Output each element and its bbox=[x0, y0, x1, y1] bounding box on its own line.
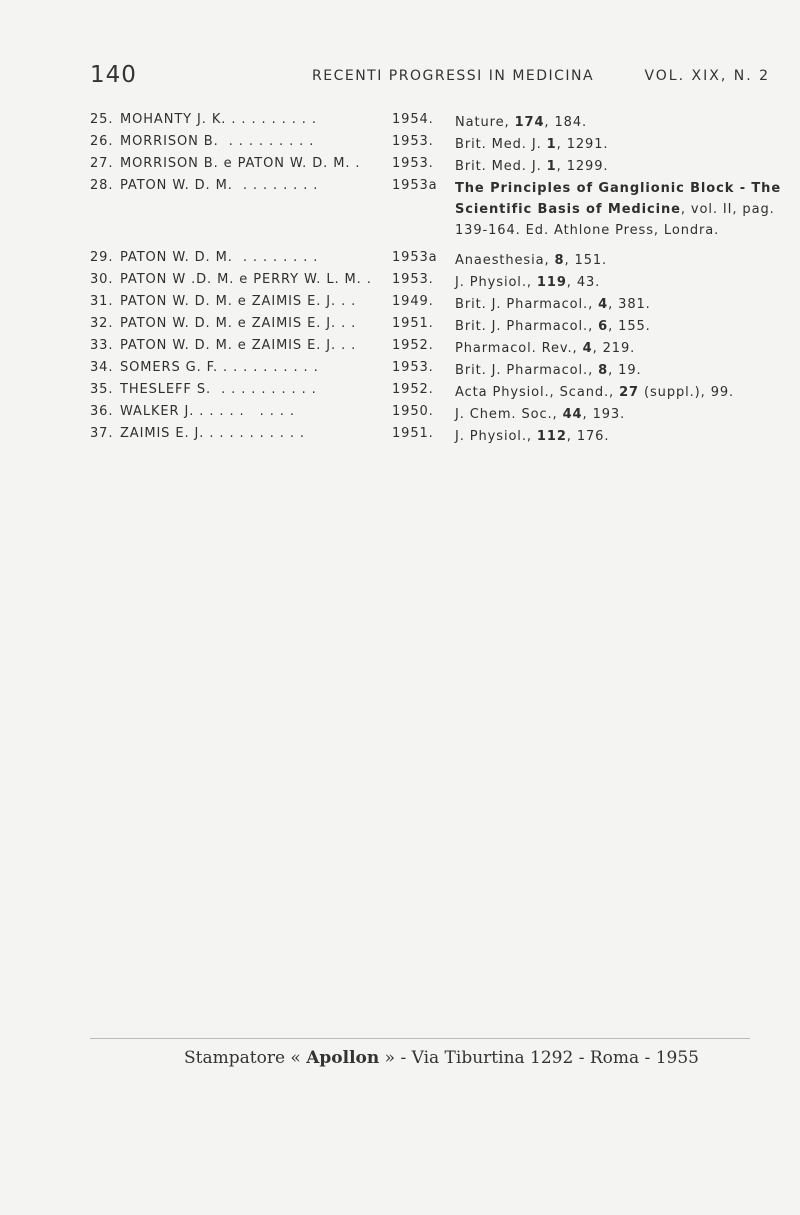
volume-info: VOL. XIX, N. 2 bbox=[644, 68, 770, 84]
reference-authors: THESLEFF S. . . . . . . . . . . bbox=[120, 382, 317, 397]
citation-text: , 1291. bbox=[556, 137, 609, 152]
citation-text: Nature, bbox=[455, 115, 515, 130]
citation-text: , 43. bbox=[566, 275, 601, 290]
reference-item bbox=[90, 250, 780, 272]
citation-text: , 176. bbox=[566, 429, 610, 444]
reference-item bbox=[90, 360, 780, 382]
reference-item bbox=[90, 156, 780, 178]
citation-volume: 8 bbox=[554, 253, 565, 268]
reference-citation bbox=[455, 316, 785, 337]
reference-authors: PATON W. D. M. e ZAIMIS E. J. . . bbox=[120, 338, 357, 353]
reference-citation bbox=[455, 338, 785, 359]
reference-number: 28. bbox=[90, 178, 114, 193]
reference-item bbox=[90, 338, 780, 360]
citation-text: Brit. J. Pharmacol., bbox=[455, 297, 599, 312]
reference-citation bbox=[455, 178, 785, 241]
reference-year: 1953. bbox=[392, 272, 434, 287]
citation-text: (suppl.), 99. bbox=[639, 385, 735, 400]
printer-footer bbox=[184, 1048, 699, 1068]
citation-volume: 1 bbox=[546, 159, 557, 174]
citation-volume: 4 bbox=[582, 341, 593, 356]
reference-item bbox=[90, 382, 780, 404]
reference-year: 1951. bbox=[392, 426, 434, 441]
citation-text: , vol. II, pag. 139-164. Ed. Athlone Press, Londra. bbox=[455, 202, 775, 238]
citation-text: Pharmacol. Rev., bbox=[455, 341, 583, 356]
reference-citation bbox=[455, 156, 785, 177]
reference-citation bbox=[455, 382, 785, 403]
reference-citation bbox=[455, 294, 785, 315]
reference-year: 1950. bbox=[392, 404, 434, 419]
reference-year: 1954. bbox=[392, 112, 434, 127]
citation-text: J. Physiol., bbox=[455, 275, 537, 290]
page-number: 140 bbox=[90, 62, 137, 88]
citation-volume: 44 bbox=[562, 407, 583, 422]
reference-citation bbox=[455, 426, 785, 447]
reference-authors: SOMERS G. F. . . . . . . . . . . bbox=[120, 360, 319, 375]
citation-text: , 193. bbox=[582, 407, 626, 422]
citation-text: Anaesthesia, bbox=[455, 253, 555, 268]
reference-number: 33. bbox=[90, 338, 114, 353]
reference-authors: MOHANTY J. K. . . . . . . . . . bbox=[120, 112, 317, 127]
reference-item bbox=[90, 112, 780, 134]
running-title: RECENTI PROGRESSI IN MEDICINA bbox=[312, 68, 595, 84]
reference-number: 29. bbox=[90, 250, 114, 265]
reference-year: 1952. bbox=[392, 338, 434, 353]
reference-list bbox=[90, 112, 780, 448]
citation-text: , 184. bbox=[544, 115, 588, 130]
reference-item bbox=[90, 426, 780, 448]
reference-citation bbox=[455, 404, 785, 425]
footer-printer-name: Apollon bbox=[306, 1048, 380, 1068]
citation-volume: 174 bbox=[514, 115, 545, 130]
reference-number: 26. bbox=[90, 134, 114, 149]
citation-text: , 381. bbox=[608, 297, 651, 312]
reference-authors: MORRISON B. e PATON W. D. M. . bbox=[120, 156, 361, 171]
page-header bbox=[90, 62, 770, 92]
reference-number: 32. bbox=[90, 316, 114, 331]
reference-number: 25. bbox=[90, 112, 114, 127]
reference-authors: ZAIMIS E. J. . . . . . . . . . . bbox=[120, 426, 305, 441]
reference-citation bbox=[455, 360, 785, 381]
reference-year: 1951. bbox=[392, 316, 434, 331]
reference-year: 1952. bbox=[392, 382, 434, 397]
citation-text: , 151. bbox=[564, 253, 608, 268]
reference-citation bbox=[455, 272, 785, 293]
reference-item bbox=[90, 404, 780, 426]
reference-year: 1953. bbox=[392, 156, 434, 171]
citation-text: , 219. bbox=[592, 341, 636, 356]
reference-year: 1953. bbox=[392, 360, 434, 375]
reference-authors: PATON W. D. M. e ZAIMIS E. J. . . bbox=[120, 316, 357, 331]
citation-volume: 4 bbox=[598, 297, 609, 312]
citation-text: Acta Physiol., Scand., bbox=[455, 385, 620, 400]
citation-text: Brit. J. Pharmacol., bbox=[455, 363, 599, 378]
reference-item bbox=[90, 134, 780, 156]
reference-authors: WALKER J. . . . . . . . . . bbox=[120, 404, 295, 419]
reference-citation bbox=[455, 250, 785, 271]
citation-volume: 6 bbox=[598, 319, 609, 334]
reference-number: 37. bbox=[90, 426, 114, 441]
reference-item bbox=[90, 272, 780, 294]
footer-text-before: Stampatore « bbox=[184, 1048, 307, 1068]
citation-volume: 8 bbox=[598, 363, 609, 378]
reference-authors: PATON W. D. M. e ZAIMIS E. J. . . bbox=[120, 294, 357, 309]
footer-divider bbox=[90, 1038, 750, 1039]
citation-text: , 155. bbox=[608, 319, 651, 334]
citation-volume: 119 bbox=[536, 275, 567, 290]
citation-volume: 112 bbox=[536, 429, 567, 444]
reference-number: 36. bbox=[90, 404, 114, 419]
citation-volume: 27 bbox=[619, 385, 639, 400]
citation-text: Brit. Med. J. bbox=[455, 137, 547, 152]
reference-item bbox=[90, 316, 780, 338]
citation-text: , 1299. bbox=[556, 159, 609, 174]
citation-text: Brit. J. Pharmacol., bbox=[455, 319, 599, 334]
reference-year: 1953a bbox=[392, 250, 438, 265]
reference-year: 1953. bbox=[392, 134, 434, 149]
reference-authors: PATON W. D. M. . . . . . . . . bbox=[120, 250, 319, 265]
citation-text: Brit. Med. J. bbox=[455, 159, 547, 174]
reference-item bbox=[90, 178, 780, 250]
reference-number: 27. bbox=[90, 156, 114, 171]
reference-item bbox=[90, 294, 780, 316]
citation-text: J. Physiol., bbox=[455, 429, 537, 444]
citation-text: J. Chem. Soc., bbox=[455, 407, 563, 422]
citation-volume: The Principles of Ganglionic Block - The Scientific Basis of Medicine bbox=[455, 181, 782, 217]
reference-number: 35. bbox=[90, 382, 114, 397]
reference-number: 34. bbox=[90, 360, 114, 375]
reference-citation bbox=[455, 112, 785, 133]
reference-year: 1953a bbox=[392, 178, 438, 193]
reference-year: 1949. bbox=[392, 294, 434, 309]
reference-authors: PATON W. D. M. . . . . . . . . bbox=[120, 178, 319, 193]
reference-citation bbox=[455, 134, 785, 155]
citation-volume: 1 bbox=[546, 137, 557, 152]
reference-authors: MORRISON B. . . . . . . . . . bbox=[120, 134, 315, 149]
citation-text: , 19. bbox=[608, 363, 642, 378]
reference-authors: PATON W .D. M. e PERRY W. L. M. . bbox=[120, 272, 372, 287]
reference-number: 30. bbox=[90, 272, 114, 287]
footer-text-after: » - Via Tiburtina 1292 - Roma - 1955 bbox=[379, 1048, 699, 1068]
reference-number: 31. bbox=[90, 294, 114, 309]
